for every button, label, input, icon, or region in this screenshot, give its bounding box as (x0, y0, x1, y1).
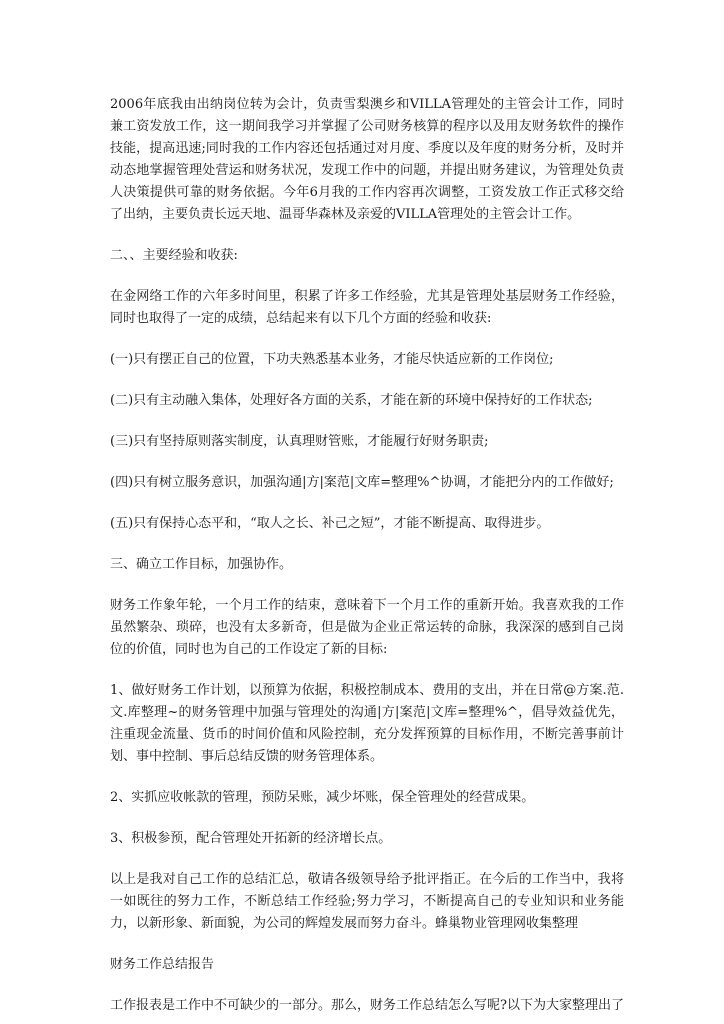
document-body (110, 94, 624, 1017)
report-intro-paragraph: 工作报表是工作中不可缺少的一部分。那么，财务工作总结怎么写呢?以下为大家整理出了 (110, 998, 624, 1013)
section-heading-experience: 二、、主要经验和收获: (110, 248, 238, 263)
section-heading-goals: 三、确立工作目标，加强协作。 (110, 557, 293, 572)
goal-item-2: 2、实抓应收帐款的管理，预防呆账，减少坏账，保全管理处的经营成果。 (110, 790, 535, 805)
goal-item-3: 3、积极参预，配合管理处开拓新的经济增长点。 (110, 831, 392, 846)
intro-paragraph: 2006年底我由出纳岗位转为会计，负责雪梨澳乡和VILLA管理处的主管会计工作，同时兼工资发放工作，这一期间我学习并掌握了公司财务核算的程序以及用友财务软件的操作技能，提高迅速;同时我的工作内容还包括通过对月度、季度以及年度的财务分析，及时并动态地掌握管理处营运和财务状况，发现工作中的问题，并提出财务建议，为管理处负责人决策提供可靠的财务依据。今年6月我的工作内容再次调整，工资发放工作正式移交给了出纳，主要负责长远天地、温哥华森林及亲爱的VILLA管理处的主管会计工作。 (110, 97, 624, 222)
experience-item-4: (四)只有树立服务意识，加强沟通|方|案范|文库=整理%^协调，才能把分内的工作做好; (110, 475, 614, 490)
experience-intro-paragraph: 在金网络工作的六年多时间里，积累了许多工作经验，尤其是管理处基层财务工作经验，同时也取得了一定的成绩，总结起来有以下几个方面的经验和收获: (110, 289, 624, 326)
report-title: 财务工作总结报告 (110, 957, 215, 972)
goal-item-1: 1、做好财务工作计划，以预算为依据，积极控制成本、费用的支出，并在日常@方案.范.文.库整理~的财务管理中加强与管理处的沟通|方|案范|文库=整理%^，倡导效益优先，注重现金流量、货币的时间价值和风险控制，充分发挥预算的目标作用，不断完善事前计划、事中控制、事后总结反馈的财务管理体系。 (110, 683, 624, 764)
experience-item-3: (三)只有坚持原则落实制度，认真理财管账，才能履行好财务职责; (110, 434, 489, 449)
goals-intro-paragraph: 财务工作象年轮，一个月工作的结束，意味着下一个月工作的重新开始。我喜欢我的工作虽然繁杂、琐碎，也没有太多新奇，但是做为企业正常运转的命脉，我深深的感到自己岗位的价值，同时也为自己的工作设定了新的目标: (110, 598, 624, 657)
experience-item-5: (五)只有保持心态平和，“取人之长、补己之短”，才能不断提高、取得进步。 (110, 516, 550, 531)
conclusion-paragraph: 以上是我对自己工作的总结汇总，敬请各级领导给予批评指正。在今后的工作当中，我将一如既往的努力工作，不断总结工作经验;努力学习，不断提高自己的专业知识和业务能力，以新形象、新面貌，为公司的辉煌发展而努力奋斗。蜂巢物业管理网收集整理 (110, 872, 624, 931)
experience-item-1: (一)只有摆正自己的位置，下功夫熟悉基本业务，才能尽快适应新的工作岗位; (110, 352, 554, 367)
experience-item-2: (二)只有主动融入集体，处理好各方面的关系，才能在新的环境中保持好的工作状态; (110, 393, 593, 408)
